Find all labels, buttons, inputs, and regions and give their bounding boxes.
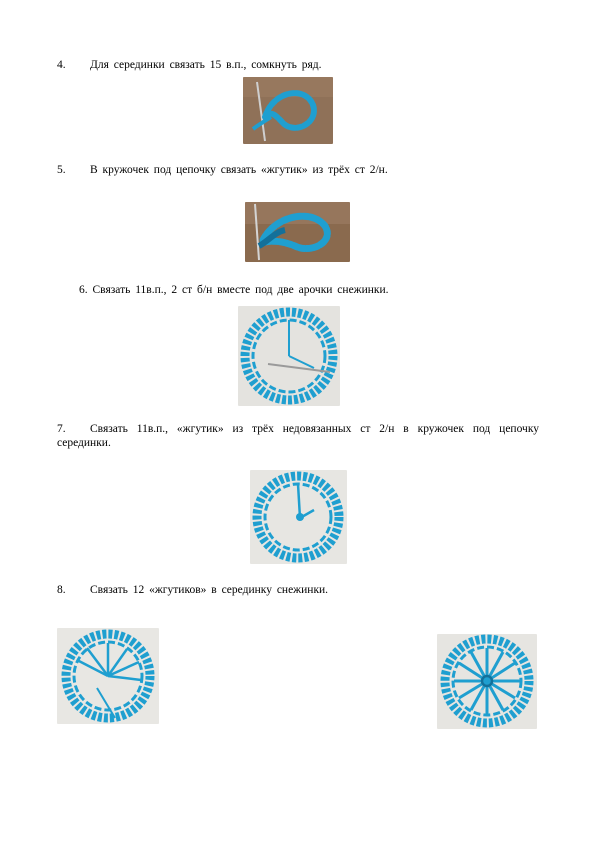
step-5 [57, 163, 388, 177]
step-text: Связать 12 «жгутиков» в серединку снежинки. [90, 584, 329, 596]
step-text: Для серединки связать 15 в.п., сомкнуть ряд. [90, 59, 322, 71]
photo-ring-cluster-arch [250, 470, 347, 564]
photo-chain-loop [243, 77, 333, 144]
step-4 [57, 58, 322, 72]
photo-clusters-in-progress [57, 628, 159, 724]
step-text: Связать 11в.п., «жгутик» из трёх недовязанных ст 2/н в кружочек под цепочку серединки. [57, 423, 539, 449]
step-text: Связать 11в.п., 2 ст б/н вместе под две арочки снежинки. [92, 284, 389, 296]
step-number: 4. [57, 59, 66, 71]
step-number: 5. [57, 164, 66, 176]
photo-finished-center [437, 634, 537, 729]
step-7 [57, 422, 539, 450]
photo-first-cluster [245, 202, 350, 262]
step-number: 8. [57, 584, 66, 596]
step-8 [57, 583, 328, 597]
step-text: В кружочек под цепочку связать «жгутик» из трёх ст 2/н. [90, 164, 388, 176]
step-6 [79, 283, 389, 297]
step-number: 7. [57, 423, 66, 435]
photo-ring-first-arch [238, 306, 340, 406]
step-number: 6. [79, 284, 88, 296]
